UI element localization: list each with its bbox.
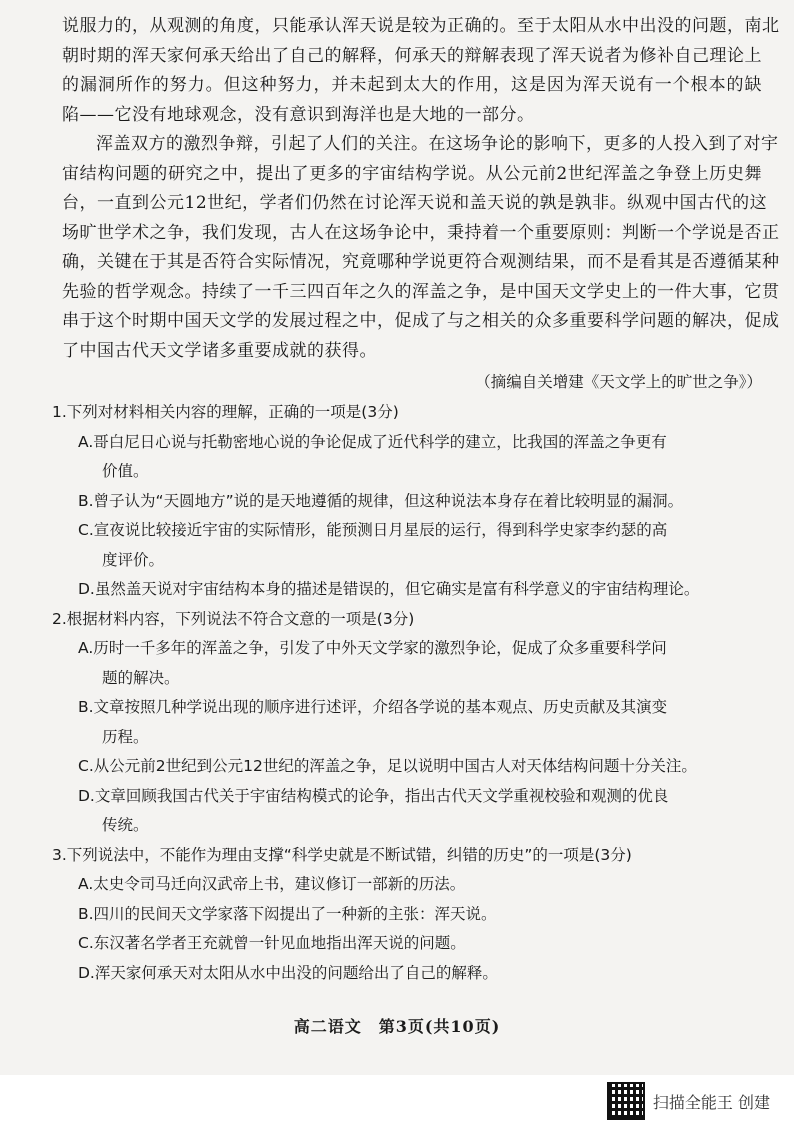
question-3 <box>52 841 762 989</box>
passage-line: 台，一直到公元12世纪，学者们仍然在讨论浑天说和盖天说的孰是孰非。纵观中国古代的这 <box>62 193 768 213</box>
option-a: A.太史令司马迁向汉武帝上书，建议修订一部新的历法。 <box>78 875 466 893</box>
question-2 <box>52 605 762 841</box>
reading-passage <box>62 12 780 366</box>
option-d-cont: 传统。 <box>102 816 149 834</box>
option-c-cont: 度评价。 <box>102 550 165 569</box>
watermark-text: 扫描全能王 创建 <box>652 1092 770 1112</box>
passage-line: 的漏洞所作的努力。但这种努力，并未起到太大的作用，这是因为浑天说有一个根本的缺 <box>62 75 762 95</box>
passage-line: 场旷世学术之争，我们发现，古人在这场争论中，秉持着一个重要原则：判断一个学说是否正 <box>62 222 780 243</box>
passage-line: 串于这个时期中国天文学的发展过程之中，促成了与之相关的众多重要科学问题的解决，促成 <box>62 311 780 331</box>
page-content <box>52 12 780 988</box>
question-stem: 2.根据材料内容，下列说法不符合文意的一项是(3分) <box>52 609 415 628</box>
page-footer: 高二语文 第3页(共10页) <box>293 1017 501 1036</box>
option-c: C.宣夜说比较接近宇宙的实际情形，能预测日月星辰的运行，得到科学史家李约瑟的高 <box>78 521 668 539</box>
passage-line: 陷——它没有地球观念，没有意识到海洋也是大地的一部分。 <box>62 104 535 125</box>
passage-line: 确，关键在于其是否符合实际情况，究竟哪种学说更符合观测结果，而不是看其是否遵循某种 <box>62 252 780 272</box>
passage-line: 宙结构问题的研究之中，提出了更多的宇宙结构学说。从公元前2世纪浑盖之争登上历史舞 <box>62 163 762 184</box>
option-a: A.历时一千多年的浑盖之争，引发了中外天文学家的激烈争论，促成了众多重要科学问 <box>78 639 667 657</box>
option-b: B.四川的民间天文学家落下闳提出了一种新的主张：浑天说。 <box>78 904 497 923</box>
passage-line: 了中国古代天文学诸多重要成就的获得。 <box>62 340 377 361</box>
option-d: D.虽然盖天说对宇宙结构本身的描述是错误的，但它确实是富有科学意义的宇宙结构理论。 <box>78 580 700 598</box>
question-1 <box>52 398 762 605</box>
passage-line: 先验的哲学观念。持续了一千三四百年之久的浑盖之争，是中国天文学史上的一件大事，它贯 <box>62 281 780 302</box>
scanner-watermark <box>607 1082 770 1120</box>
question-stem: 3.下列说法中，不能作为理由支撑“科学史就是不断试错，纠错的历史”的一项是(3分) <box>52 845 632 864</box>
option-a: A.哥白尼日心说与托勒密地心说的争论促成了近代科学的建立，比我国的浑盖之争更有 <box>78 432 667 451</box>
option-c: C.从公元前2世纪到公元12世纪的浑盖之争，足以说明中国古人对天体结构问题十分关注。 <box>78 757 697 775</box>
option-a-cont: 题的解决。 <box>102 668 180 687</box>
option-d: D.浑天家何承天对太阳从水中出没的问题给出了自己的解释。 <box>78 963 498 982</box>
source-citation: （摘编自关增建《天文学上的旷世之争》） <box>475 373 762 391</box>
passage-line: 朝时期的浑天家何承天给出了自己的解释，何承天的辩解表现了浑天说者为修补自己理论上 <box>62 45 762 66</box>
option-d: D.文章回顾我国古代关于宇宙结构模式的论争，指出古代天文学重视校验和观测的优良 <box>78 786 669 805</box>
qr-code-icon <box>607 1082 645 1120</box>
option-a-cont: 价值。 <box>102 462 149 480</box>
option-b: B.曾子认为“天圆地方”说的是天地遵循的规律，但这种说法本身存在着比较明显的漏洞。 <box>78 491 684 510</box>
question-stem: 1.下列对材料相关内容的理解，正确的一项是(3分) <box>52 403 399 421</box>
option-b-cont: 历程。 <box>102 727 149 746</box>
option-c: C.东汉著名学者王充就曾一针见血地指出浑天说的问题。 <box>78 934 466 952</box>
option-b: B.文章按照几种学说出现的顺序进行述评，介绍各学说的基本观点、历史贡献及其演变 <box>78 698 668 716</box>
passage-line: 浑盖双方的激烈争辩，引起了人们的关注。在这场争论的影响下，更多的人投入到了对宇 <box>96 134 779 154</box>
passage-line: 说服力的，从观测的角度，只能承认浑天说是较为正确的。至于太阳从水中出没的问题，南北 <box>62 16 780 36</box>
